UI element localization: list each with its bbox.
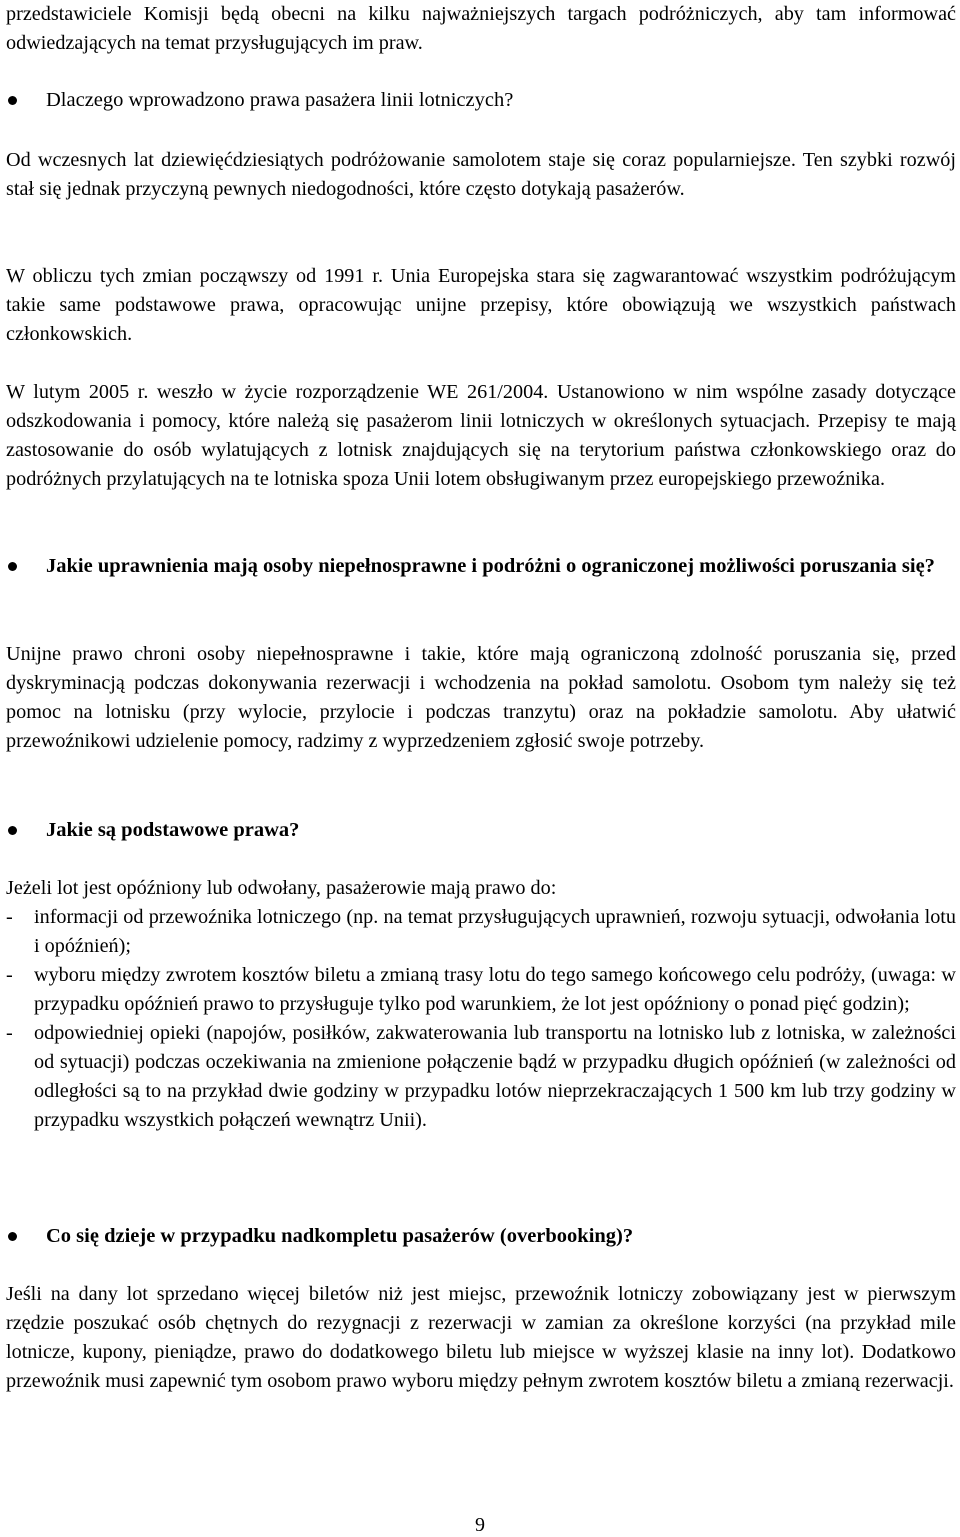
bullet-icon <box>8 96 17 105</box>
list-item-text: wyboru między zwrotem kosztów biletu a zmianą trasy lotu do tego samego końcowego celu podróży, (uwaga: w przypadku opóźnień prawo to przysługuje tylko pod warunkiem, że lot jest opóźniony o ponad pięć godzin); <box>34 964 956 1015</box>
paragraph: Jeśli na dany lot sprzedano więcej biletów niż jest miejsc, przewoźnik lotniczy zobowiązany jest w pierwszym rzędzie poszukać osób chętnych do rezygnacji z rezerwacji w zamian za określone korzyści (na przykład mile lotnicze, kupony, pieniądze, prawo do dodatkowego biletu lub miejsce w wyższej klasie na inny lot). Dodatkowo przewoźnik musi zapewnić tym osobom prawo wyboru między pełnym zwrotem kosztów biletu a zmianą rezerwacji. <box>6 1283 956 1392</box>
paragraph: W lutym 2005 r. weszło w życie rozporządzenie WE 261/2004. Ustanowiono w nim wspólne zasady dotyczące odszkodowania i pomocy, które należą się pasażerom linii lotniczych w określonych sytuacjach. Przepisy te mają zastosowanie do osób wylatujących z lotnisk znajdujących się na terytorium państwa członkowskiego oraz do podróżnych przylatujących na te lotniska spoza Unii lotem obsługiwanym przez europejskiego przewoźnika. <box>6 381 956 490</box>
list-item-text: informacji od przewoźnika lotniczego (np. na temat przysługujących uprawnień, rozwoju sytuacji, odwołania lotu i opóźnień); <box>34 906 956 957</box>
dash-marker: - <box>6 1022 13 1044</box>
paragraph: Od wczesnych lat dziewięćdziesiątych podróżowanie samolotem staje się coraz popularniejsze. Ten szybki rozwój stał się jednak przyczyną pewnych niedogodności, które często dotykają pasażerów. <box>6 149 956 200</box>
section-heading-basic-rights <box>6 816 956 845</box>
list-item <box>6 1019 956 1135</box>
paragraph: W obliczu tych zmian począwszy od 1991 r. Unia Europejska stara się zagwarantować wszystkim podróżującym takie same podstawowe prawa, opracowując unijne przepisy, które obowiązują we wszystkich państwach członkowskich. <box>6 265 956 345</box>
bullet-icon <box>8 1232 17 1241</box>
section-heading-text: Dlaczego wprowadzono prawa pasażera linii lotniczych? <box>46 89 514 111</box>
intro-paragraph: przedstawiciele Komisji będą obecni na kilku najważniejszych targach podróżniczych, aby tam informować odwiedzających na temat przysługujących im praw. <box>6 3 956 54</box>
section-heading-text: Co się dzieje w przypadku nadkompletu pasażerów (overbooking)? <box>46 1225 634 1247</box>
list-item <box>6 903 956 961</box>
list-lead: Jeżeli lot jest opóźniony lub odwołany, pasażerowie mają prawo do: <box>6 877 557 899</box>
paragraph: Unijne prawo chroni osoby niepełnosprawne i takie, które mają ograniczoną zdolność poruszania się, przed dyskryminacją podczas dokonywania rezerwacji i wchodzenia na pokład samolotu. Osobom tym należy się też pomoc na lotnisku (przy wylocie, przylocie i podczas tranzytu) oraz na pokładzie samolotu. Aby ułatwić przewoźnikowi udzielenie pomocy, radzimy z wyprzedzeniem zgłosić swoje potrzeby. <box>6 643 956 752</box>
section-heading-disabled-passengers <box>6 552 956 581</box>
bullet-icon <box>8 826 17 835</box>
section-heading-text: Jakie uprawnienia mają osoby niepełnosprawne i podróżni o ograniczonej możliwości poruszania się? <box>46 555 935 577</box>
list-item-text: odpowiedniej opieki (napojów, posiłków, zakwaterowania lub transportu na lotnisko lub z lotniska, w zależności od sytuacji) podczas oczekiwania na zmienione połączenie bądź w przypadku długich opóźnień (w zależności od odległości są to na przykład dwie godziny w przypadku lotów nieprzekraczających 1 500 km lub trzy godziny w przypadku wszystkich połączeń wewnątrz Unii). <box>34 1022 956 1131</box>
section-heading-overbooking <box>6 1222 956 1251</box>
rights-list <box>6 903 956 1135</box>
page-number: 9 <box>475 1514 485 1536</box>
section-heading-why-rights <box>6 86 956 115</box>
dash-marker: - <box>6 964 13 986</box>
bullet-icon <box>8 562 17 571</box>
dash-marker: - <box>6 906 13 928</box>
list-item <box>6 961 956 1019</box>
section-heading-text: Jakie są podstawowe prawa? <box>46 819 300 841</box>
